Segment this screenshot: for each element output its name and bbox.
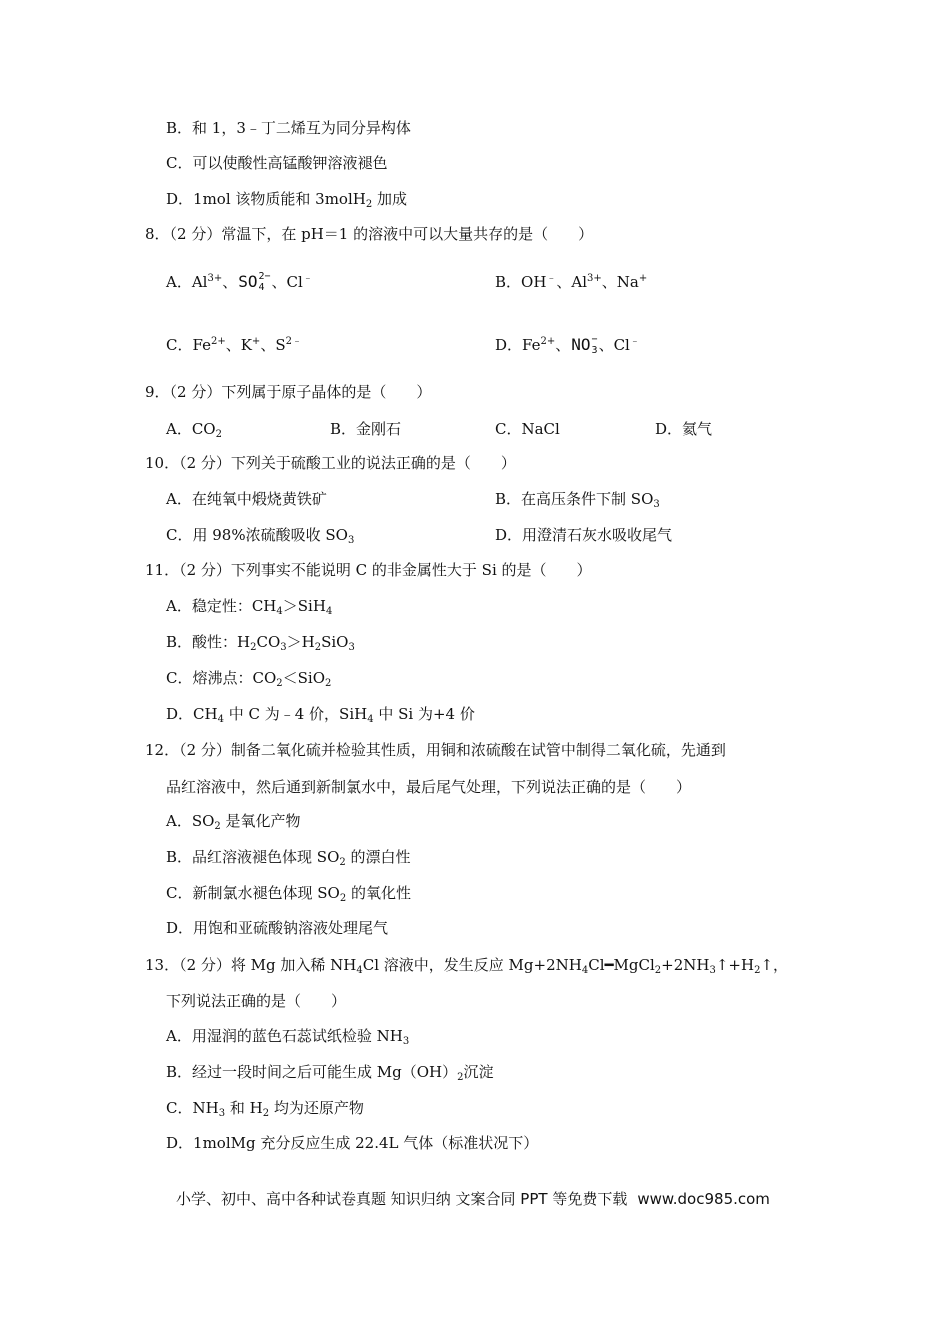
q12-option-d: D．用饱和亚硫酸钠溶液处理尾气 xyxy=(166,919,389,937)
q11-option-a: A．稳定性：$CH_4>SiH_4$ xyxy=(166,597,333,617)
q12-stem-line2: 品红溶液中，然后通到新制氯水中，最后尾气处理，下列说法正确的是（ ） xyxy=(166,778,692,796)
q9-stem: 9．（2 分）下列属于原子晶体的是（ ） xyxy=(145,383,432,401)
q13-option-d: D．1molMg 充分反应生成 22.4L 气体（标准状况下） xyxy=(166,1134,539,1152)
q7-option-c: C．可以使酸性高锰酸钾溶液褪色 xyxy=(166,154,388,172)
page-footer xyxy=(176,1188,770,1209)
q9-option-b: B．金刚石 xyxy=(330,420,402,438)
sulfate-ion: SO 2− 4 xyxy=(238,271,271,293)
q9-option-d: D．氦气 xyxy=(655,420,713,438)
q12-option-c: C．新制氯水褪色体现 $SO_2$ 的氧化性 xyxy=(166,884,411,904)
footer-text: 小学、初中、高中各种试卷真题 知识归纳 文案合同 PPT 等免费下载 xyxy=(176,1190,628,1208)
q8-stem: 8．（2 分）常温下，在 pH＝1 的溶液中可以大量共存的是（ ） xyxy=(145,225,594,243)
q12-option-b: B．品红溶液褪色体现 $SO_2$ 的漂白性 xyxy=(166,848,411,868)
q8-option-a: A．$Al^{3+}$、 SO 2− 4 、Cl﹣ xyxy=(166,271,313,293)
q10-option-b: B．在高压条件下制 $SO_3$ xyxy=(495,490,660,510)
q12-stem-line1: 12．（2 分）制备二氧化硫并检验其性质，用铜和浓硫酸在试管中制得二氧化硫，先通到 xyxy=(145,741,726,759)
q10-option-a: A．在纯氧中煅烧黄铁矿 xyxy=(166,490,327,508)
q9-option-c: C．NaCl xyxy=(495,420,560,438)
q7-option-d: D．1mol 该物质能和 3molH$_2$ 加成 xyxy=(166,190,407,210)
q10-stem: 10．（2 分）下列关于硫酸工业的说法正确的是（ ） xyxy=(145,454,516,472)
q8-option-c: C．$Fe^{2+}$、K+、$S^{2﹣}$ xyxy=(166,336,302,354)
q10-option-c: C．用 98%浓硫酸吸收 $SO_3$ xyxy=(166,526,355,546)
footer-site-link[interactable]: www.doc985.com xyxy=(637,1190,770,1208)
q7-option-b: B．和 1，3﹣丁二烯互为同分异构体 xyxy=(166,119,411,137)
q13-option-a: A．用湿润的蓝色石蕊试纸检验 $NH_3$ xyxy=(166,1027,410,1047)
q13-option-b: B．经过一段时间之后可能生成 $Mg(OH)_2$沉淀 xyxy=(166,1063,494,1083)
q13-stem-line1: 13．（2 分）将 Mg 加入稀 $NH_4Cl$ 溶液中，发生反应 $Mg+2NH_4Cl━MgCl_2+2NH_3↑+H_2↑$， xyxy=(145,956,789,976)
q10-option-d: D．用澄清石灰水吸收尾气 xyxy=(495,526,673,544)
q12-option-a: A．$SO_2$ 是氧化产物 xyxy=(166,812,301,832)
nitrate-ion: NO − 3 xyxy=(571,334,598,356)
q11-option-d: D．$CH_4$ 中 C 为﹣4 价，SiH$_4$ 中 Si 为+4 价 xyxy=(166,705,475,725)
q8-option-d: D．$Fe^{2+}$、 NO − 3 、Cl﹣ xyxy=(495,334,640,356)
q9-option-a: A．$CO_2$ xyxy=(166,420,222,440)
q11-option-c: C．熔沸点：$CO_2<SiO_2$ xyxy=(166,669,332,689)
q13-stem-line2: 下列说法正确的是（ ） xyxy=(166,992,347,1010)
q11-stem: 11．（2 分）下列事实不能说明 C 的非金属性大于 Si 的是（ ） xyxy=(145,561,592,579)
q8-option-b: B．OH﹣、$Al^{3+}$、Na+ xyxy=(495,273,648,291)
q13-option-c: C．$NH_3$ 和 $H_2$ 均为还原产物 xyxy=(166,1099,364,1119)
q11-option-b: B．酸性：$H_2CO_3>H_2SiO_3$ xyxy=(166,633,355,653)
